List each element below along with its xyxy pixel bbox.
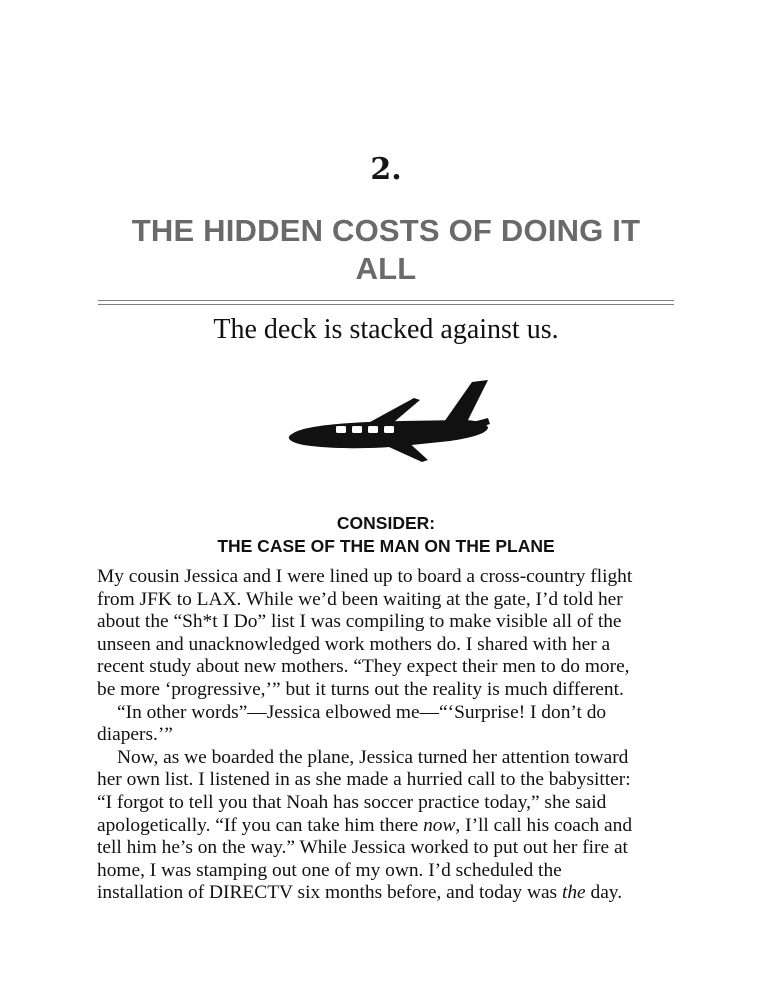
text-line: her own list. I listened in as she made a hurried call to the babysitter:	[97, 769, 631, 791]
text-line: recent study about new mothers. “They expect their men to do more,	[97, 656, 630, 678]
divider-rule	[98, 300, 674, 301]
text-line: be more ‘progressive,’” but it turns out the reality is much different.	[97, 678, 624, 700]
text-line: My cousin Jessica and I were lined up to board a cross-country flight	[97, 566, 633, 587]
text-line: diapers.’”	[97, 724, 173, 746]
divider-rule	[98, 304, 674, 305]
chapter-title	[110, 212, 662, 288]
text-line: home, I was stamping out one of my own. I’d scheduled the	[97, 859, 562, 881]
chapter-number: 2.	[370, 152, 402, 187]
text-line: “I forgot to tell you that Noah has soccer practice today,” she said	[97, 791, 607, 813]
chapter-title-line: ALL	[355, 251, 417, 286]
text-run: day.	[585, 882, 623, 904]
chapter-title-line: THE HIDDEN COSTS OF DOING IT	[131, 213, 641, 248]
text-run: apologetically. “If you can take him there	[97, 814, 424, 836]
chapter-epigraph: The deck is stacked against us.	[213, 314, 559, 345]
text-line	[97, 815, 687, 838]
text-line: from JFK to LAX. While we’d been waiting at the gate, I’d told her	[97, 588, 623, 610]
emphasis: the	[561, 882, 586, 904]
text-line: unseen and unacknowledged work mothers do. I shared with her a	[97, 633, 611, 655]
section-heading-line: CONSIDER:	[336, 513, 436, 533]
text-run: , I’ll call his coach and	[455, 814, 633, 836]
text-line: about the “Sh*t I Do” list I was compiling to make visible all of the	[97, 611, 622, 633]
text-run: installation of DIRECTV six months before, and today was	[97, 882, 562, 904]
text-line: tell him he’s on the way.” While Jessica worked to put out her fire at	[97, 837, 628, 859]
section-heading-line: THE CASE OF THE MAN ON THE PLANE	[217, 536, 555, 556]
text-line: Now, as we boarded the plane, Jessica turned her attention toward	[117, 746, 629, 768]
body-text	[97, 566, 687, 905]
section-heading	[0, 512, 772, 558]
airplane-icon	[282, 378, 490, 468]
text-line	[97, 882, 687, 905]
emphasis: now	[423, 814, 456, 836]
text-line: “In other words”—Jessica elbowed me—“‘Surprise! I don’t do	[117, 701, 607, 723]
